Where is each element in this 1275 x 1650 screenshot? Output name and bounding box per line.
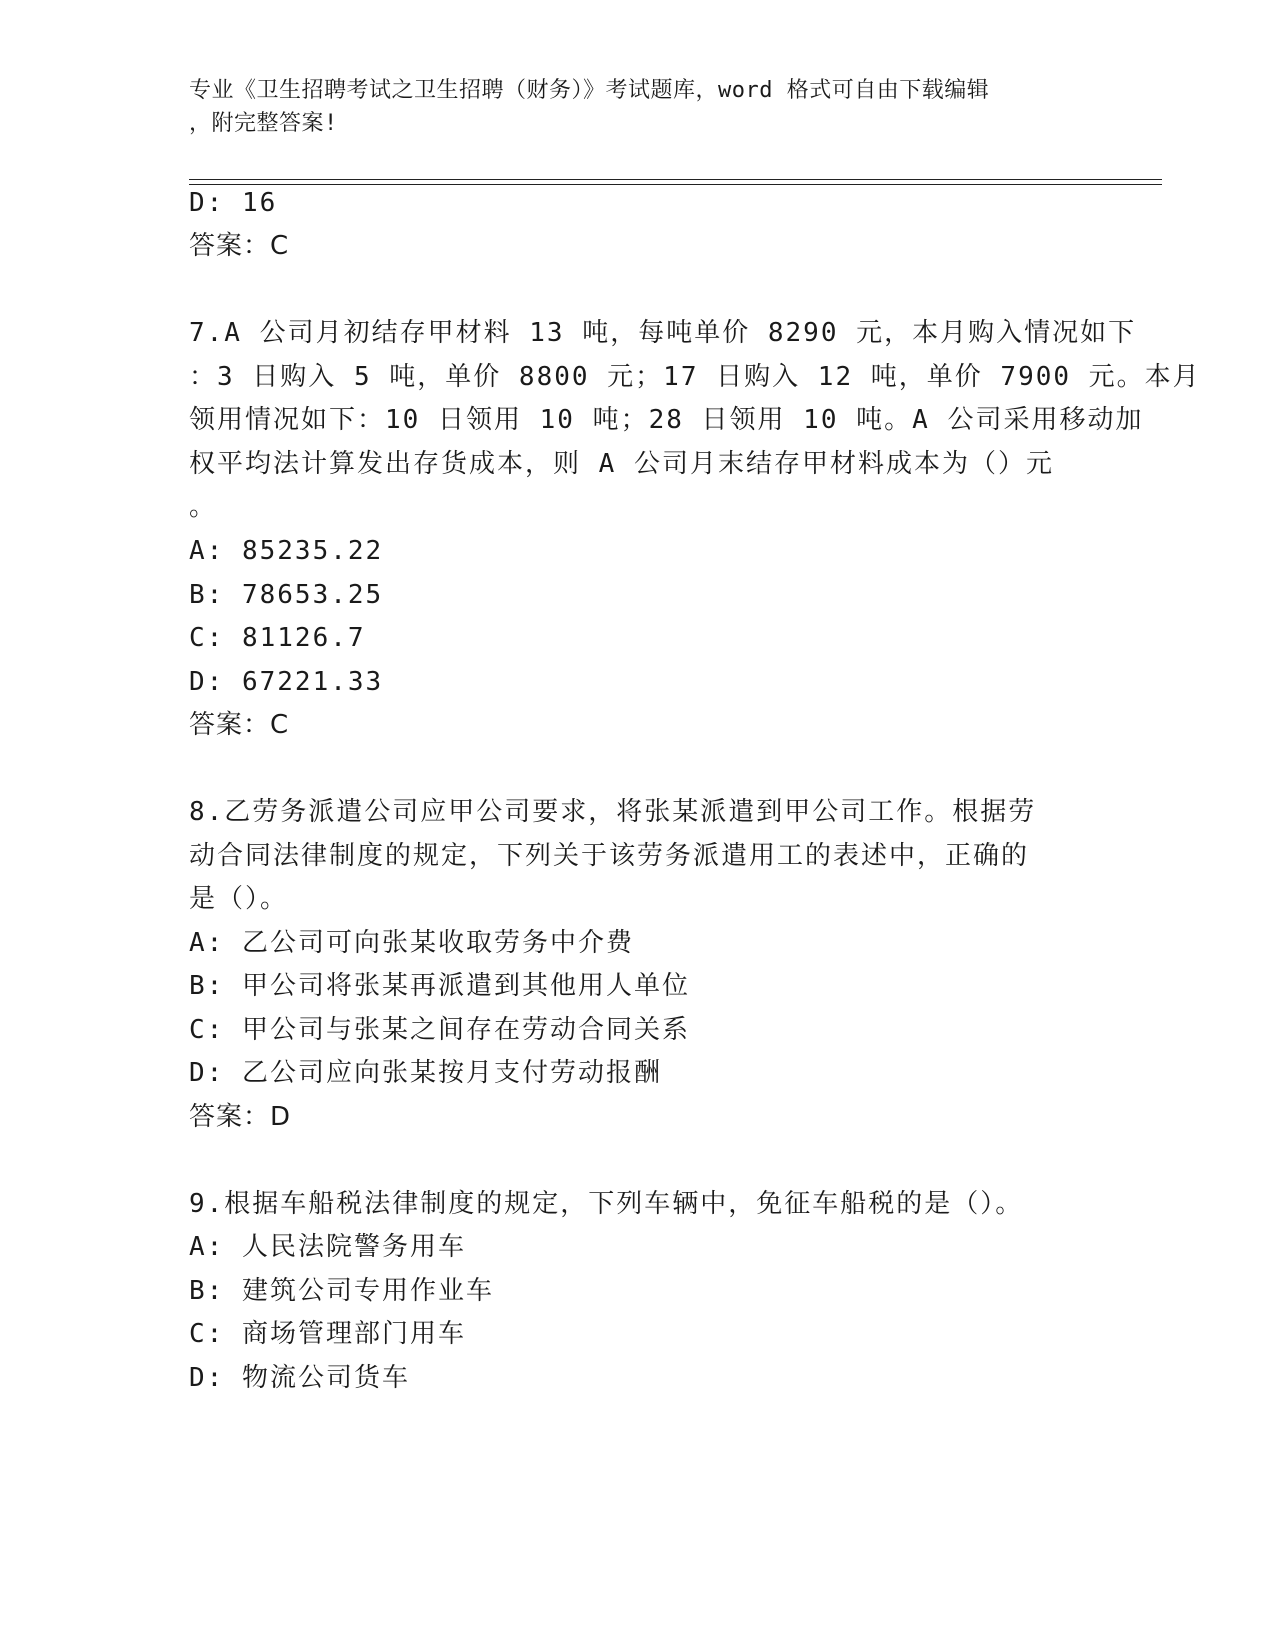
question-8-text-line: 是（）。	[189, 884, 289, 914]
question-7-option-d: D: 67221.33	[189, 667, 384, 697]
header-line-1: 专业《卫生招聘考试之卫生招聘（财务）》考试题库，word 格式可自由下载编辑	[189, 78, 990, 103]
header-rule-bottom	[189, 184, 1162, 185]
question-7-text-line: 。	[189, 492, 218, 522]
question-8-text-line: 8.乙劳务派遣公司应甲公司要求，将张某派遣到甲公司工作。根据劳	[189, 797, 1037, 827]
question-7-text-line: 领用情况如下：10 日领用 10 吨；28 日领用 10 吨。A 公司采用移动加	[189, 405, 1144, 435]
header-rule-top	[189, 179, 1162, 180]
question-7-text-line: 权平均法计算发出存货成本，则 A 公司月末结存甲材料成本为（）元	[189, 449, 1054, 479]
question-9-option-d: D: 物流公司货车	[189, 1363, 410, 1393]
question-8-option-a: A: 乙公司可向张某收取劳务中介费	[189, 928, 634, 958]
header-line-2: ，附完整答案!	[189, 111, 338, 136]
question-9-option-b: B: 建筑公司专用作业车	[189, 1276, 494, 1306]
question-8-answer: 答案：D	[189, 1102, 292, 1132]
prev-answer: 答案：C	[189, 231, 290, 261]
question-9-text-line: 9.根据车船税法律制度的规定，下列车辆中，免征车船税的是（）。	[189, 1189, 1024, 1219]
question-7-option-b: B: 78653.25	[189, 580, 384, 610]
question-8-text-line: 动合同法律制度的规定，下列关于该劳务派遣用工的表述中，正确的	[189, 841, 1030, 871]
question-8-option-d: D: 乙公司应向张某按月支付劳动报酬	[189, 1058, 662, 1088]
document-header	[189, 74, 1069, 140]
question-7-option-a: A: 85235.22	[189, 536, 384, 566]
question-7-text-line: ：3 日购入 5 吨，单价 8800 元；17 日购入 12 吨，单价 7900 元。本月	[189, 362, 1201, 392]
question-7-text-line: 7.A 公司月初结存甲材料 13 吨，每吨单价 8290 元，本月购入情况如下	[189, 318, 1137, 348]
question-8-option-c: C: 甲公司与张某之间存在劳动合同关系	[189, 1015, 690, 1045]
question-9-option-c: C: 商场管理部门用车	[189, 1319, 466, 1349]
question-7-answer: 答案：C	[189, 710, 290, 740]
question-9-option-a: A: 人民法院警务用车	[189, 1232, 466, 1262]
question-7-option-c: C: 81126.7	[189, 623, 366, 653]
prev-option-d: D: 16	[189, 188, 278, 218]
question-8-option-b: B: 甲公司将张某再派遣到其他用人单位	[189, 971, 690, 1001]
